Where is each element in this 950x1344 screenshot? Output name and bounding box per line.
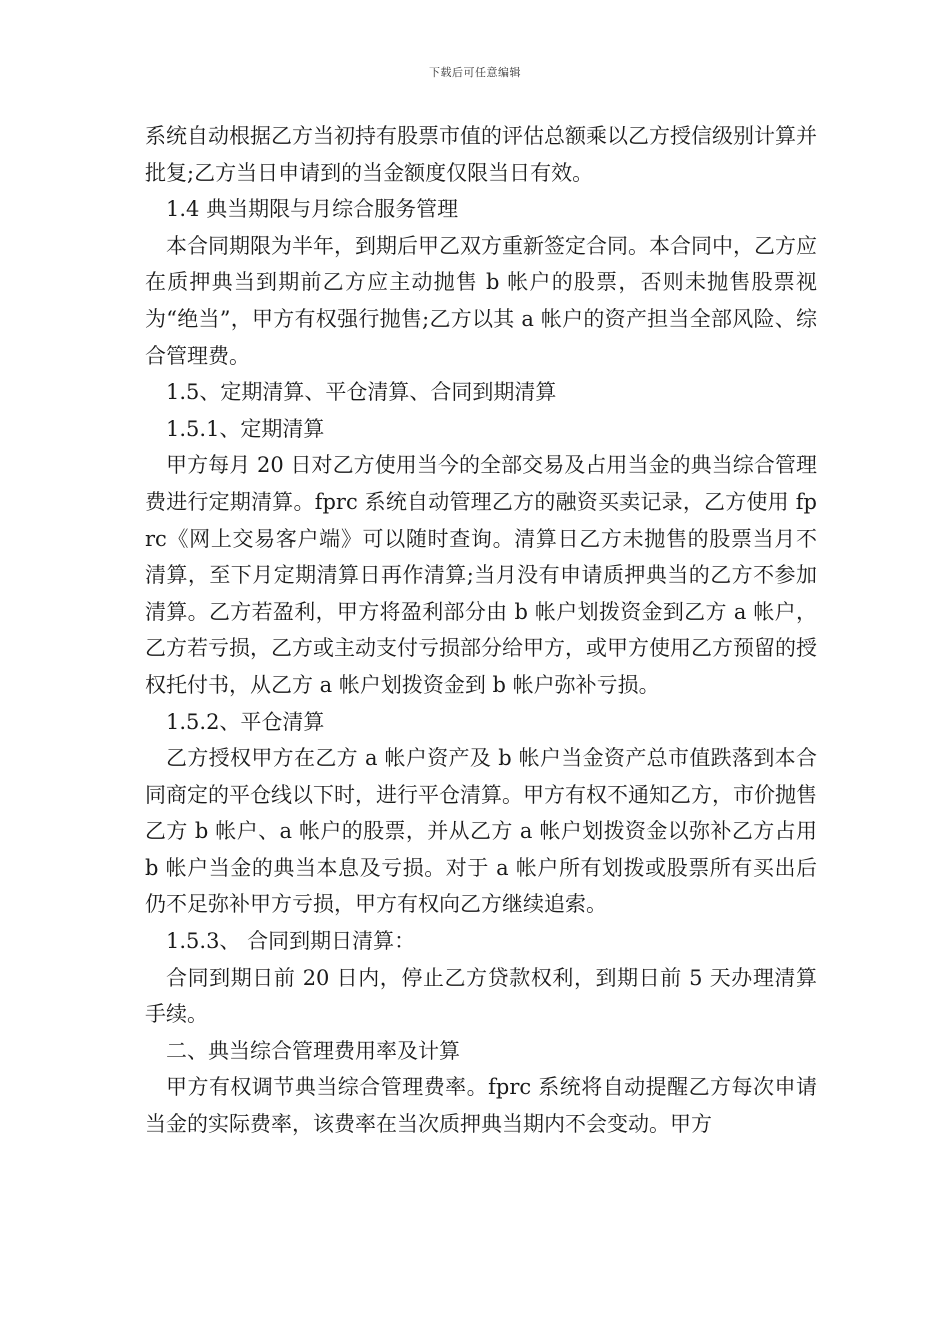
paragraph-1: 系统自动根据乙方当初持有股票市值的评估总额乘以乙方授信级别计算并批复;乙方当日申请到的当金额度仅限当日有效。 <box>145 124 817 185</box>
paragraph-5: 合同到期日前 20 日内，停止乙方贷款权利，到期日前 5 天办理清算手续。 <box>145 965 817 1027</box>
paragraph-6: 甲方有权调节典当综合管理费率。fprc 系统将自动提醒乙方每次申请当金的实际费率，该费率在当次质押典当期内不会变动。甲方 <box>145 1075 817 1137</box>
section-heading-1-5: 1.5、定期清算、平仓清算、合同到期清算 <box>166 380 557 405</box>
paragraph-2: 本合同期限为半年，到期后甲乙双方重新签定合同。本合同中，乙方应在质押典当到期前乙方应主动抛售 b 帐户的股票，否则未抛售股票视为“绝当”，甲方有权强行抛售;乙方以其 a 帐户的资产担当全部风险、综合管理费。 <box>145 233 817 368</box>
section-heading-2: 二、典当综合管理费用率及计算 <box>166 1038 460 1063</box>
section-heading-1-5-2: 1.5.2、平仓清算 <box>166 709 325 734</box>
section-heading-1-4: 1.4 典当期限与月综合服务管理 <box>166 197 459 222</box>
paragraph-3: 甲方每月 20 日对乙方使用当今的全部交易及占用当金的典当综合管理费进行定期清算。fprc 系统自动管理乙方的融资买卖记录，乙方使用 fprc《网上交易客户端》可以随时查询。清算日乙方未抛售的股票当月不清算，至下月定期清算日再作清算;当月没有申请质押典当的乙方不参加清算。乙方若盈利，甲方将盈利部分由 b 帐户划拨资金到乙方 a 帐户，乙方若亏损，乙方或主动支付亏损部分给甲方，或甲方使用乙方预留的授权托付书，从乙方 a 帐户划拨资金到 b 帐户弥补亏损。 <box>145 453 817 697</box>
section-heading-1-5-1: 1.5.1、定期清算 <box>166 416 325 441</box>
page-header: 下载后可任意编辑 <box>429 66 521 79</box>
document-body <box>145 118 817 1143</box>
paragraph-4: 乙方授权甲方在乙方 a 帐户资产及 b 帐户当金资产总市值跌落到本合同商定的平仓线以下时，进行平仓清算。甲方有权不通知乙方，市价抛售乙方 b 帐户、a 帐户的股票，并从乙方 a 帐户划拨资金以弥补乙方占用 b 帐户当金的典当本息及亏损。对于 a 帐户所有划拨或股票所有买出后仍不足弥补甲方亏损，甲方有权向乙方继续追索。 <box>145 746 817 917</box>
section-heading-1-5-3: 1.5.3、 合同到期日清算： <box>166 929 416 954</box>
